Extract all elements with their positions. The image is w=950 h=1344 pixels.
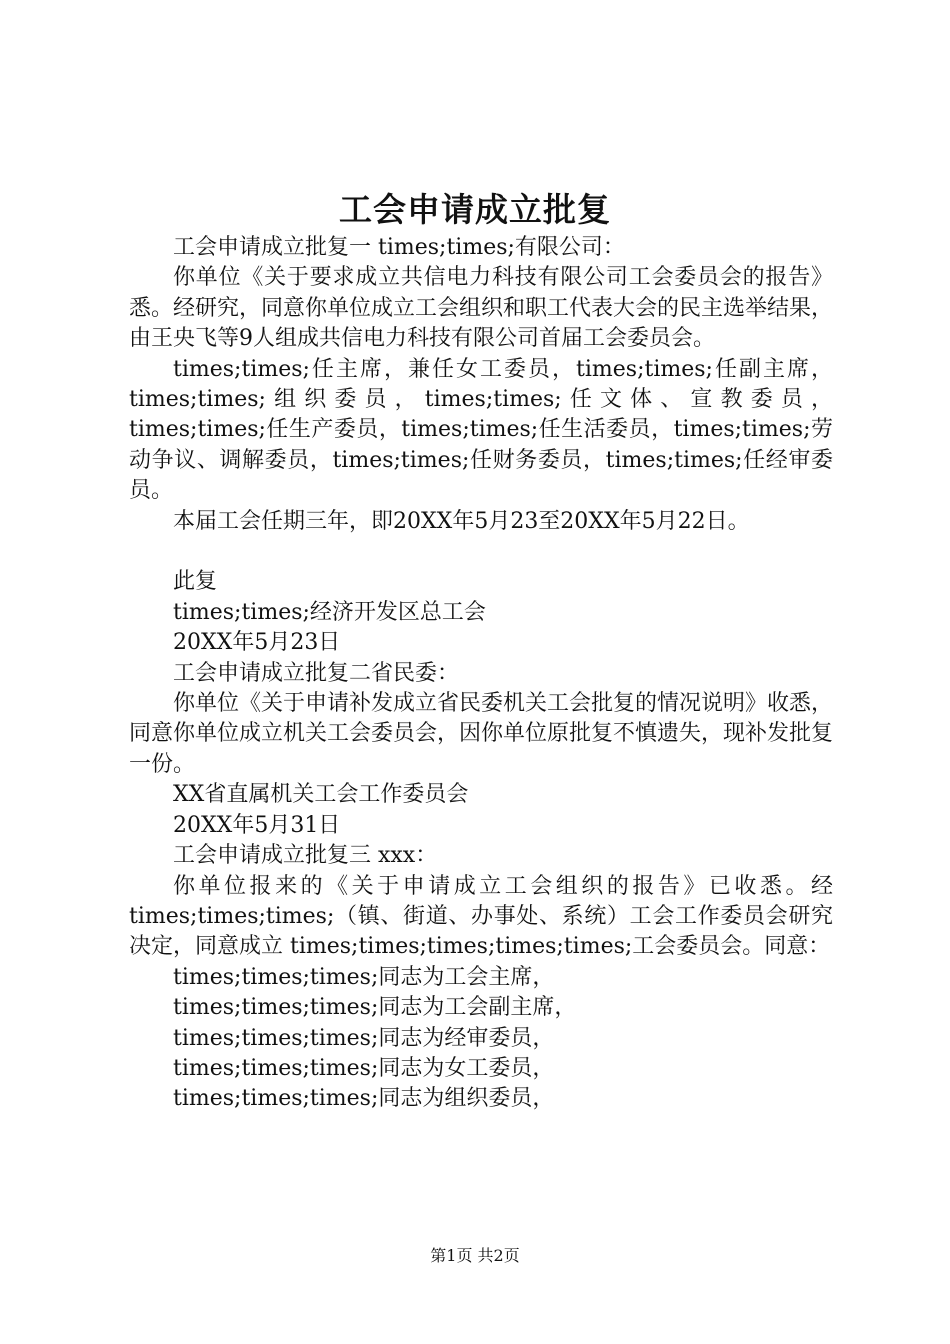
paragraph-term: 本届工会任期三年，即20XX年5月23至20XX年5月22日。 (173, 508, 750, 534)
paragraph-recipient-1: 工会申请成立批复一 times;times;有限公司： (173, 235, 625, 260)
paragraph-recipient-2: 工会申请成立批复二省民委： (173, 660, 460, 686)
document-body (129, 233, 833, 1115)
paragraph-body-2: 你单位《关于申请补发成立省民委机关工会批复的情况说明》收悉，同意你单位成立机关工会委员会，因你单位原批复不慎遗失，现补发批复一份。 (129, 691, 834, 777)
paragraph-organization-member: times;times;times;同志为组织委员， (173, 1086, 555, 1112)
paragraph-chair: times;times;times;同志为工会主席， (173, 964, 555, 990)
paragraph-signature-1: times;times;经济开发区总工会 (173, 599, 486, 625)
paragraph-date-1: 20XX年5月23日 (173, 630, 341, 656)
paragraph-body-1: 你单位《关于要求成立共信电力科技有限公司工会委员会的报告》悉。经研究，同意你单位成立工会组织和职工代表大会的民主选举结果，由王央飞等9人组成共信电力科技有限公司首届工会委员会。 (129, 265, 834, 352)
blank-line (129, 537, 833, 567)
paragraph-body-3: 你单位报来的《关于申请成立工会组织的报告》已收悉。经 times;times;times;（镇、街道、办事处、系统）工会工作委员会研究决定，同意成立 times;times;times;times;times;工会委员会。同意： (129, 873, 833, 960)
paragraph-audit-member: times;times;times;同志为经审委员， (173, 1025, 555, 1051)
paragraph-vice-chair: times;times;times;同志为工会副主席， (173, 995, 577, 1021)
paragraph-recipient-3: 工会申请成立批复三 xxx： (173, 843, 438, 869)
paragraph-signature-2: XX省直属机关工会工作委员会 (173, 782, 469, 808)
paragraph-date-2: 20XX年5月31日 (173, 812, 341, 838)
paragraph-closing: 此复 (173, 569, 218, 595)
document-title: 工会申请成立批复 (339, 190, 611, 229)
paragraph-appointments: times;times;任主席，兼任女工委员，times;times;任副主席，times;times;组织委员，times;times;任文体、宣教委员，times;times;任生产委员，times;times;任生活委员，times;times;劳动争议、调解委员，times;times;任财务委员，times;times;任经审委员。 (129, 356, 833, 504)
paragraph-women-member: times;times;times;同志为女工委员， (173, 1055, 555, 1081)
page-footer: 第1页 共2页 (430, 1246, 520, 1265)
